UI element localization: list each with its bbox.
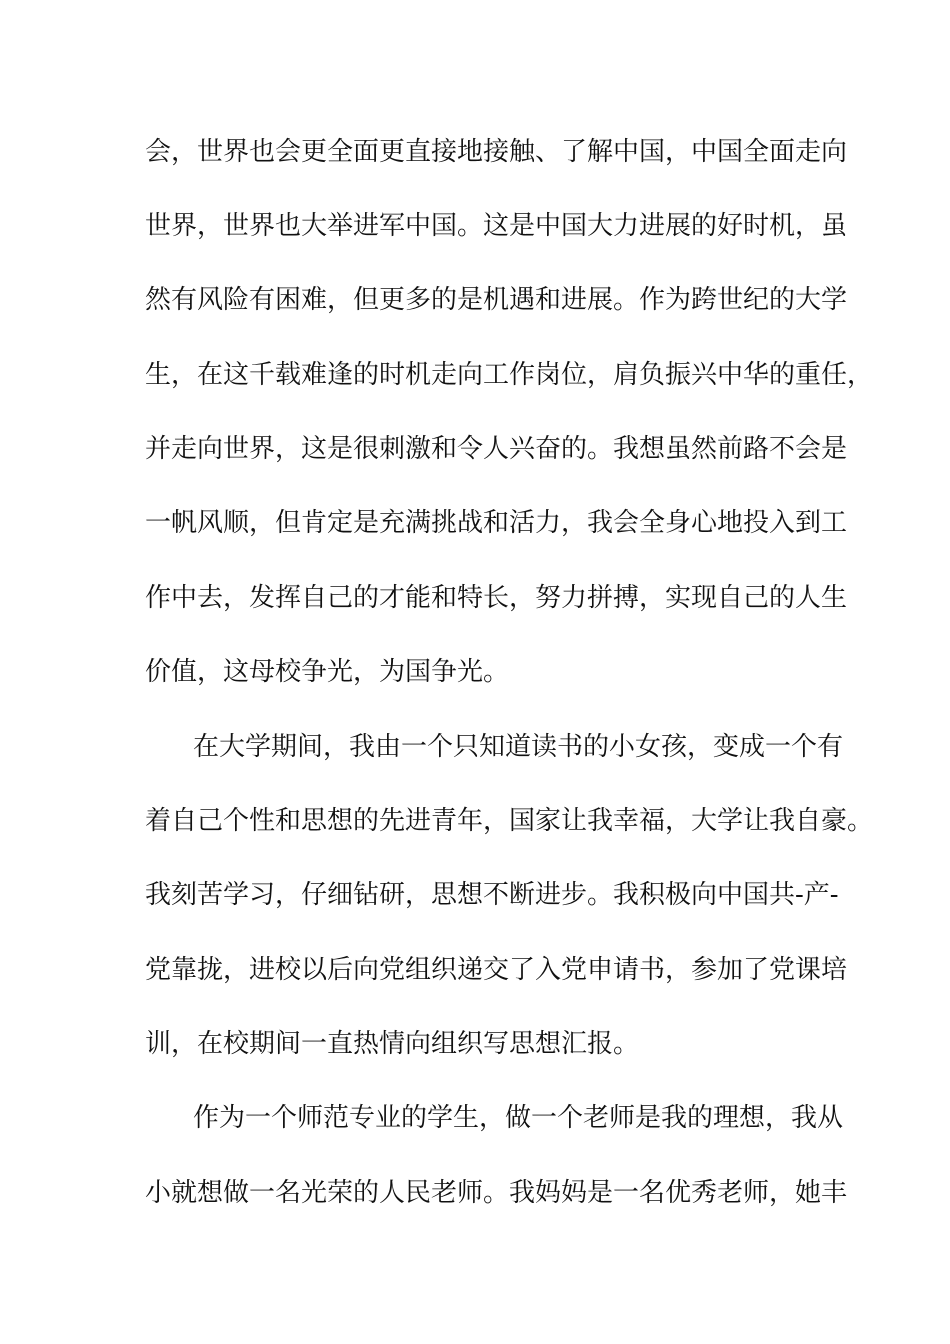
text-line: 价值，这母校争光，为国争光。 — [145, 657, 510, 687]
text-line: 会，世界也会更全面更直接地接触、了解中国，中国全面走向 — [145, 137, 848, 167]
text-line: 世界，世界也大举进军中国。这是中国大力进展的好时机，虽 — [145, 211, 848, 241]
text-line: 生，在这千载难逢的时机走向工作岗位，肩负振兴中华的重任， — [145, 360, 874, 390]
text-line: 训，在校期间一直热情向组织写思想汇报。 — [145, 1029, 640, 1059]
text-line: 一帆风顺，但肯定是充满挑战和活力，我会全身心地投入到工 — [145, 508, 848, 538]
text-line: 小就想做一名光荣的人民老师。我妈妈是一名优秀老师，她丰 — [145, 1178, 848, 1208]
text-line: 党靠拢，进校以后向党组织递交了入党申请书，参加了党课培 — [145, 955, 848, 985]
text-line: 作中去，发挥自己的才能和特长，努力拼搏，实现自己的人生 — [145, 583, 848, 613]
text-line: 并走向世界，这是很刺激和令人兴奋的。我想虽然前路不会是 — [145, 434, 848, 464]
paragraph-first-line: 在大学期间，我由一个只知道读书的小女孩，变成一个有 — [193, 732, 844, 762]
paragraph-first-line: 作为一个师范专业的学生，做一个老师是我的理想，我从 — [193, 1103, 844, 1133]
text-line: 我刻苦学习，仔细钻研，思想不断进步。我积极向中国共-产- — [145, 880, 839, 910]
text-line: 着自己个性和思想的先进青年，国家让我幸福，大学让我自豪。 — [145, 806, 874, 836]
text-line: 然有风险有困难，但更多的是机遇和进展。作为跨世纪的大学 — [145, 285, 848, 315]
